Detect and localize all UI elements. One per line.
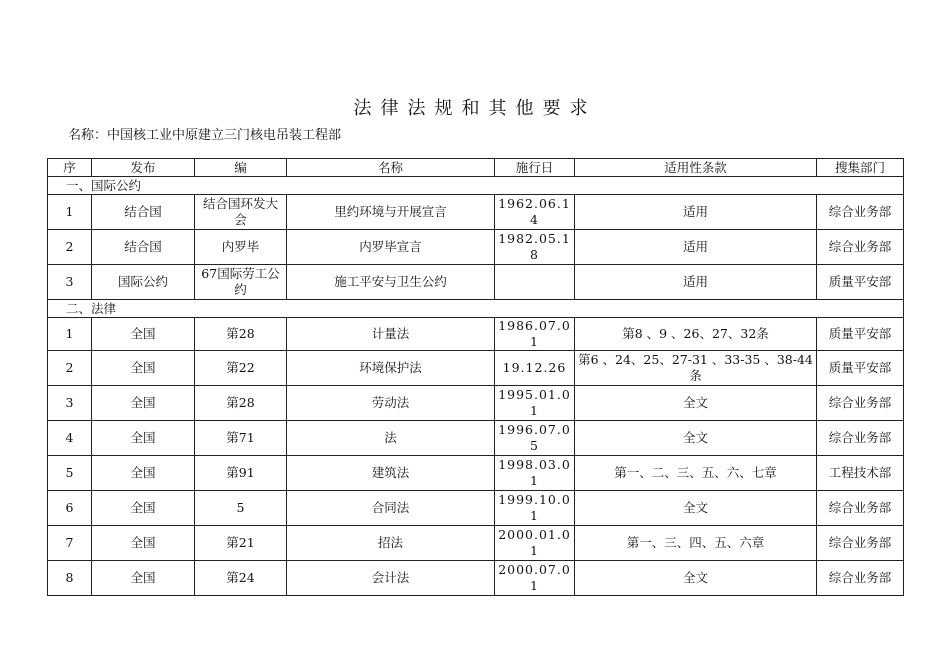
cell-department: 工程技术部 [817, 456, 904, 491]
cell-clauses: 适用 [575, 230, 817, 265]
cell-clauses: 适用 [575, 195, 817, 230]
cell-effective-date: 1999.10.01 [495, 491, 575, 526]
cell-index: 1 [48, 195, 92, 230]
cell-department: 质量平安部 [817, 265, 904, 300]
cell-name: 合同法 [287, 491, 495, 526]
table-row [48, 561, 904, 596]
table-header-row [48, 159, 904, 177]
table-row [48, 351, 904, 386]
cell-clauses: 第8 、9 、26、27、32条 [575, 318, 817, 351]
cell-effective-date: 2000.07.01 [495, 561, 575, 596]
cell-clauses: 适用 [575, 265, 817, 300]
cell-issuer: 全国 [92, 456, 195, 491]
cell-number: 第21 [195, 526, 287, 561]
cell-department: 综合业务部 [817, 230, 904, 265]
section-row [48, 300, 904, 318]
cell-clauses: 全文 [575, 491, 817, 526]
table-row [48, 195, 904, 230]
cell-clauses: 全文 [575, 386, 817, 421]
cell-number: 第28 [195, 386, 287, 421]
cell-effective-date: 1962.06.14 [495, 195, 575, 230]
cell-department: 质量平安部 [817, 318, 904, 351]
cell-number: 第71 [195, 421, 287, 456]
cell-name: 环境保护法 [287, 351, 495, 386]
regulations-table [47, 158, 904, 596]
cell-issuer: 结合国 [92, 195, 195, 230]
cell-name: 会计法 [287, 561, 495, 596]
cell-index: 7 [48, 526, 92, 561]
cell-number: 第91 [195, 456, 287, 491]
table-row [48, 265, 904, 300]
cell-issuer: 全国 [92, 561, 195, 596]
cell-effective-date [495, 265, 575, 300]
cell-department: 综合业务部 [817, 491, 904, 526]
section-label: 二、法律 [48, 300, 904, 318]
table-body [48, 177, 904, 596]
table-row [48, 456, 904, 491]
cell-effective-date: 1995.01.01 [495, 386, 575, 421]
cell-index: 3 [48, 386, 92, 421]
column-header-issuer: 发布 [92, 159, 195, 177]
cell-number: 结合国环发大会 [195, 195, 287, 230]
cell-index: 8 [48, 561, 92, 596]
cell-department: 综合业务部 [817, 195, 904, 230]
cell-index: 6 [48, 491, 92, 526]
column-header-index: 序 [48, 159, 92, 177]
cell-number: 5 [195, 491, 287, 526]
section-row [48, 177, 904, 195]
organization-name: 名称：中国核工业中原建立三门核电吊装工程部 [68, 128, 342, 143]
cell-issuer: 结合国 [92, 230, 195, 265]
cell-name: 里约环境与开展宣言 [287, 195, 495, 230]
cell-name: 施工平安与卫生公约 [287, 265, 495, 300]
column-header-applicable-clauses: 适用性条款 [575, 159, 817, 177]
cell-index: 5 [48, 456, 92, 491]
section-label: 一、国际公约 [48, 177, 904, 195]
cell-number: 第22 [195, 351, 287, 386]
table-row [48, 421, 904, 456]
cell-index: 2 [48, 230, 92, 265]
column-header-name: 名称 [287, 159, 495, 177]
table-row [48, 526, 904, 561]
cell-name: 内罗毕宣言 [287, 230, 495, 265]
cell-effective-date: 1986.07.01 [495, 318, 575, 351]
cell-index: 3 [48, 265, 92, 300]
column-header-number: 编 [195, 159, 287, 177]
column-header-department: 搜集部门 [817, 159, 904, 177]
cell-department: 综合业务部 [817, 386, 904, 421]
cell-issuer: 全国 [92, 318, 195, 351]
cell-issuer: 全国 [92, 491, 195, 526]
cell-department: 综合业务部 [817, 421, 904, 456]
cell-issuer: 国际公约 [92, 265, 195, 300]
cell-issuer: 全国 [92, 526, 195, 561]
cell-number: 第28 [195, 318, 287, 351]
cell-index: 1 [48, 318, 92, 351]
cell-clauses: 第一、三、四、五、六章 [575, 526, 817, 561]
cell-clauses: 第一、二、三、五、六、七章 [575, 456, 817, 491]
cell-effective-date: 1982.05.18 [495, 230, 575, 265]
cell-issuer: 全国 [92, 421, 195, 456]
cell-number: 67国际劳工公约 [195, 265, 287, 300]
cell-clauses: 第6 、24、25、27-31 、33-35 、38-44条 [575, 351, 817, 386]
cell-index: 2 [48, 351, 92, 386]
page-title: 法律法规和其他要求 [353, 98, 597, 119]
cell-index: 4 [48, 421, 92, 456]
cell-department: 综合业务部 [817, 526, 904, 561]
cell-department: 综合业务部 [817, 561, 904, 596]
cell-name: 建筑法 [287, 456, 495, 491]
cell-number: 内罗毕 [195, 230, 287, 265]
table-row [48, 491, 904, 526]
cell-name: 计量法 [287, 318, 495, 351]
cell-clauses: 全文 [575, 421, 817, 456]
cell-name: 法 [287, 421, 495, 456]
cell-effective-date: 1996.07.05 [495, 421, 575, 456]
cell-effective-date: 2000.01.01 [495, 526, 575, 561]
cell-effective-date: 1998.03.01 [495, 456, 575, 491]
table-row [48, 230, 904, 265]
cell-name: 劳动法 [287, 386, 495, 421]
cell-number: 第24 [195, 561, 287, 596]
cell-department: 质量平安部 [817, 351, 904, 386]
table-row [48, 318, 904, 351]
cell-issuer: 全国 [92, 351, 195, 386]
table-row [48, 386, 904, 421]
column-header-effective-date: 施行日 [495, 159, 575, 177]
cell-clauses: 全文 [575, 561, 817, 596]
cell-effective-date: 19.12.26 [495, 351, 575, 386]
cell-name: 招法 [287, 526, 495, 561]
cell-issuer: 全国 [92, 386, 195, 421]
